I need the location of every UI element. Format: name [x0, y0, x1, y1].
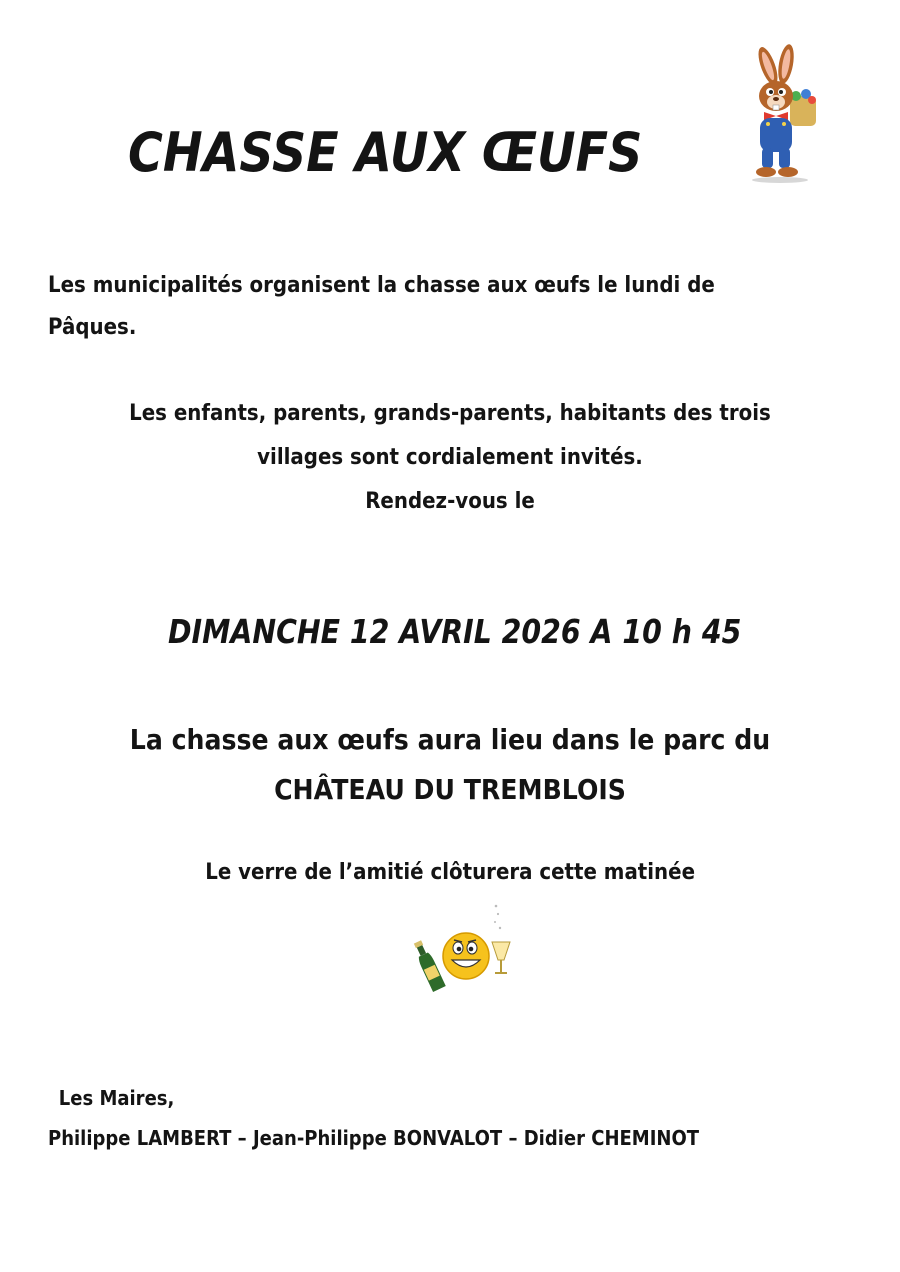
location-line-2: CHÂTEAU DU TREMBLOIS [274, 773, 626, 806]
easter-bunny-icon [738, 44, 822, 184]
intro-line-1: Les municipalités organisent la chasse aux œufs le lundi de [48, 273, 715, 298]
invite-line-3: Rendez-vous le [365, 489, 535, 514]
champagne-smiley-icon [412, 898, 522, 994]
intro-paragraph [48, 265, 715, 349]
closing-line [0, 860, 900, 885]
page-title: CHASSE AUX ŒUFS [128, 121, 643, 184]
signature-title: Les Maires, [58, 1086, 175, 1110]
closing-text: Le verre de l’amitié clôturera cette matinée [205, 860, 695, 885]
invite-line-1: Les enfants, parents, grands-parents, habitants des trois [129, 401, 771, 426]
invite-line-2: villages sont cordialement invités. [257, 445, 643, 470]
event-date: DIMANCHE 12 AVRIL 2026 A 10 h 45 [168, 612, 742, 651]
invitation-paragraph [0, 392, 900, 524]
location-paragraph [0, 715, 900, 815]
signature-names: Philippe LAMBERT – Jean-Philippe BONVALOT – Didier CHEMINOT [48, 1126, 700, 1150]
location-line-1: La chasse aux œufs aura lieu dans le parc du [129, 723, 771, 756]
signature-block [48, 1078, 771, 1158]
intro-line-2: Pâques. [48, 315, 137, 340]
